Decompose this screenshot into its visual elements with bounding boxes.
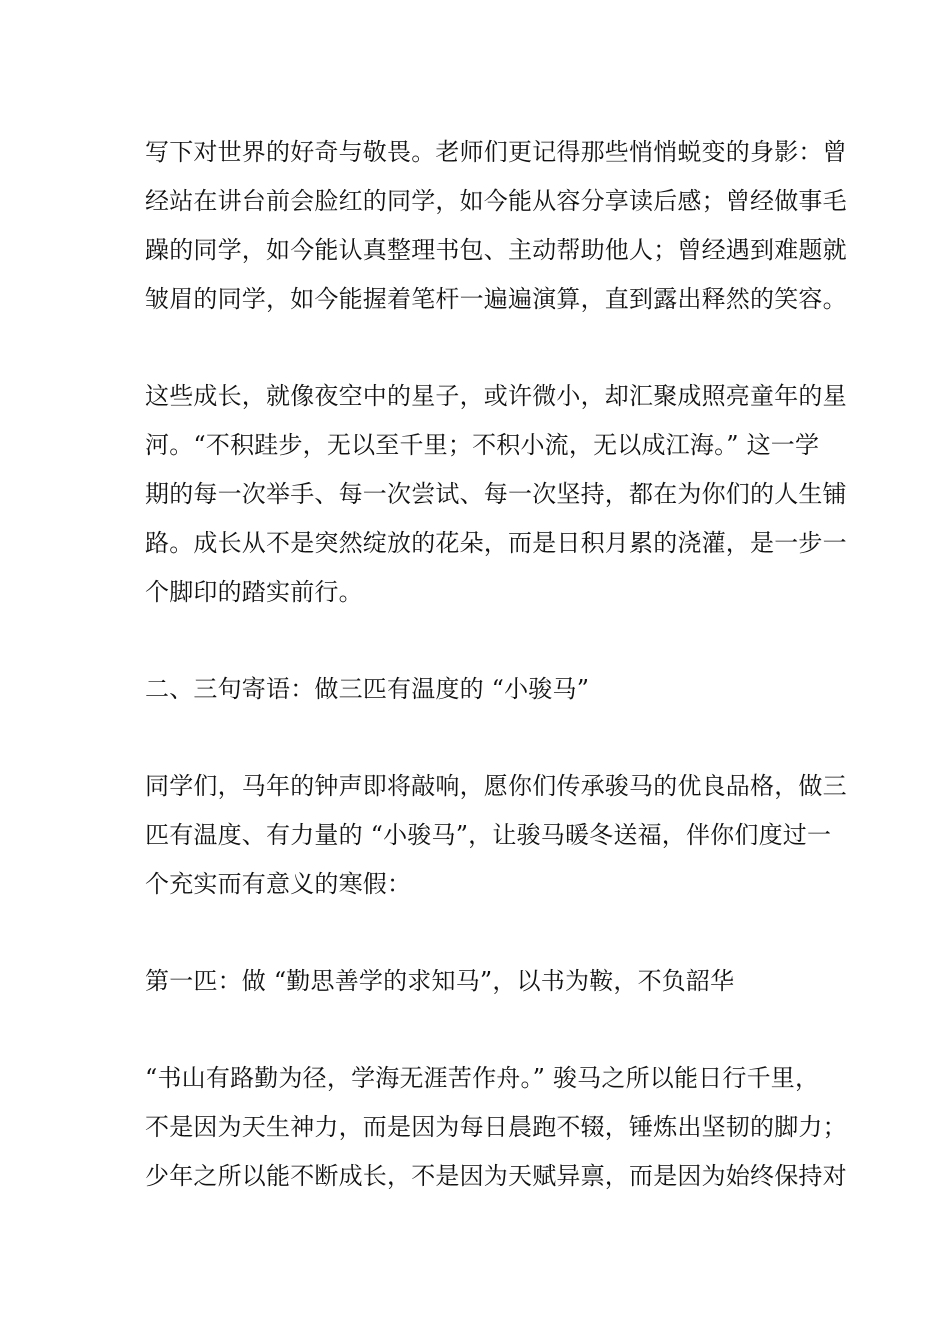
text-line: 写下对世界的好奇与敬畏。老师们更记得那些悄悄蜕变的身影：曾 — [145, 138, 847, 166]
text-line: 河。“不积跬步，无以至千里；不积小流，无以成江海。” 这一学 — [145, 431, 820, 459]
text-line: 路。成长从不是突然绽放的花朵，而是日积月累的浇灌，是一步一 — [145, 529, 847, 557]
text-line: 期的每一次举手、每一次尝试、每一次坚持，都在为你们的人生铺 — [145, 480, 847, 508]
text-line: 皱眉的同学，如今能握着笔杆一遍遍演算，直到露出释然的笑容。 — [145, 285, 847, 313]
text-line: 少年之所以能不断成长，不是因为天赋异禀，而是因为始终保持对 — [145, 1162, 847, 1190]
text-line: 这些成长，就像夜空中的星子，或许微小，却汇聚成照亮童年的星 — [145, 382, 847, 410]
section-heading: 二、三句寄语：做三匹有温度的 “小骏马” — [145, 675, 590, 703]
text-line: 匹有温度、有力量的 “小骏马”，让骏马暖冬送福，伴你们度过一 — [145, 821, 832, 849]
text-line: 躁的同学，如今能认真整理书包、主动帮助他人；曾经遇到难题就 — [145, 236, 847, 264]
text-line: 个充实而有意义的寒假： — [145, 870, 412, 898]
text-line: 同学们，马年的钟声即将敲响，愿你们传承骏马的优良品格，做三 — [145, 772, 847, 800]
text-line: 经站在讲台前会脸红的同学，如今能从容分享读后感；曾经做事毛 — [145, 187, 847, 215]
text-line: 个脚印的踏实前行。 — [145, 578, 363, 606]
text-line: 不是因为天生神力，而是因为每日晨跑不辍，锤炼出坚韧的脚力； — [145, 1113, 847, 1141]
subsection-heading: 第一匹：做 “勤思善学的求知马”，以书为鞍，不负韶华 — [145, 967, 735, 995]
text-line: “书山有路勤为径，学海无涯苦作舟。” 骏马之所以能日行千里， — [145, 1064, 820, 1092]
